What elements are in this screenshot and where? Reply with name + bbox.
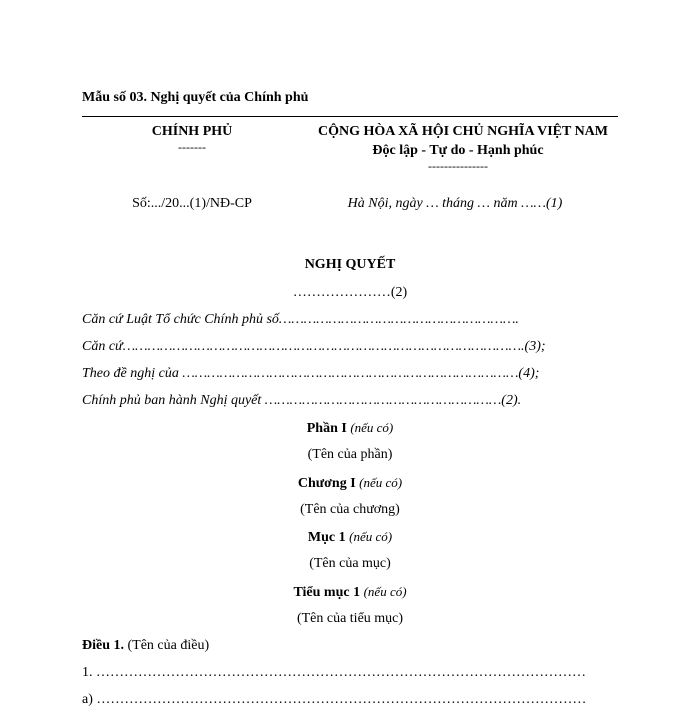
section-heading: [0, 529, 700, 546]
preamble-line: Theo đề nghị của ………………………………………………………………………(4);: [82, 366, 540, 381]
national-title: CỘNG HÒA XÃ HỘI CHỦ NGHĨA VIỆT NAM: [317, 124, 608, 139]
preamble-line: Căn cứ…………………………………………………………………………………….(3);: [82, 339, 546, 354]
form-title: Mẫu số 03. Nghị quyết của Chính phủ: [82, 90, 309, 105]
part-optional-note: (nếu có): [350, 420, 394, 435]
article-name: (Tên của điều): [127, 638, 210, 653]
subsection-heading: [0, 584, 700, 601]
part-label: Phần I: [306, 421, 347, 436]
organization-underline: -------: [178, 140, 206, 154]
motto-underline: ---------------: [428, 159, 488, 173]
chapter-heading: [0, 475, 700, 492]
preamble-line: Chính phủ ban hành Nghị quyết …………………………………………………(2).: [82, 393, 522, 408]
clause-line: 1. ……………………………………………………………………………………………: [82, 665, 586, 680]
section-label: Mục 1: [307, 530, 346, 545]
subsection-optional-note: (nếu có): [363, 584, 407, 599]
issuing-organization: CHÍNH PHỦ: [151, 124, 233, 139]
preamble-line: Căn cứ Luật Tổ chức Chính phủ số………………………………………………….: [82, 312, 519, 327]
subsection-name: (Tên của tiểu mục): [296, 611, 404, 626]
point-line: a) ……………………………………………………………………………………………: [82, 692, 587, 707]
article-label: Điều 1.: [82, 638, 124, 653]
part-heading: [0, 420, 700, 437]
part-name: (Tên của phần): [307, 447, 393, 462]
article-heading: [82, 638, 209, 654]
chapter-optional-note: (nếu có): [359, 475, 403, 490]
document-type-title: NGHỊ QUYẾT: [304, 257, 396, 272]
section-optional-note: (nếu có): [349, 529, 393, 544]
chapter-name: (Tên của chương): [300, 502, 400, 517]
subsection-label: Tiểu mục 1: [293, 585, 361, 600]
chapter-label: Chương I: [297, 476, 356, 491]
place-and-date: Hà Nội, ngày … tháng … năm ……(1): [347, 196, 563, 211]
document-number: Số:.../20...(1)/NĐ-CP: [132, 196, 252, 211]
national-motto: Độc lập - Tự do - Hạnh phúc: [372, 143, 544, 158]
document-subject: …………………(2): [292, 285, 408, 300]
header-divider: [82, 116, 618, 117]
section-name: (Tên của mục): [309, 556, 391, 571]
